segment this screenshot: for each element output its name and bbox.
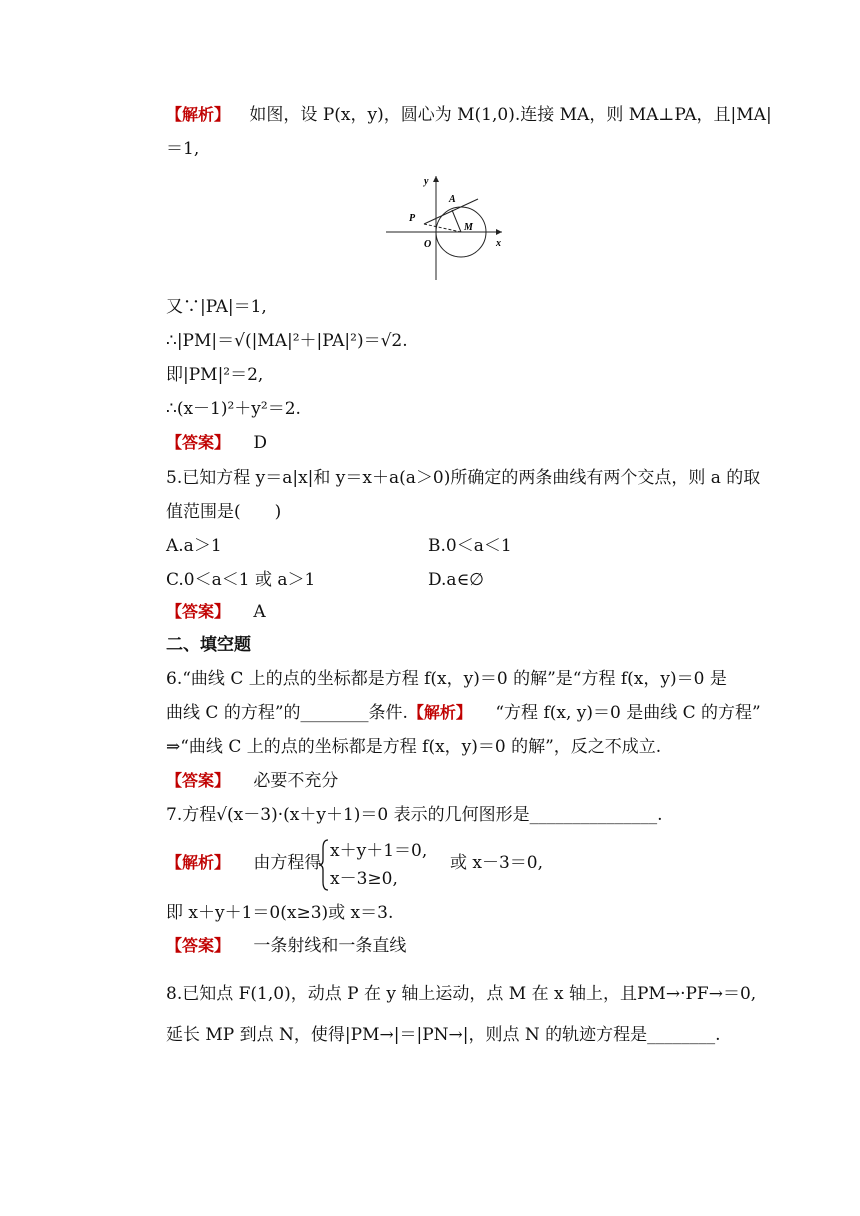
question-5-line-2: 值范围是( ) [166,502,282,522]
answer-6-line [166,770,338,792]
step-line-1: 又∵|PA|＝1, [166,297,267,317]
option-d: D.a∈∅ [428,570,484,590]
answer-tag: 【答案】 [166,936,231,955]
label-y: y [424,176,429,187]
y-axis-arrow [433,176,439,182]
question-6-line-2 [166,702,761,724]
x-axis-arrow [496,229,502,235]
analysis-tag: 【解析】 [166,853,231,872]
answer-7-line [166,935,406,957]
question-7: 7.方程√(x－3)·(x＋y＋1)＝0 表示的几何图形是_______________. [166,805,663,825]
answer-value: A [253,602,266,622]
answer-5-line [166,601,266,623]
question-6-line-1: 6.“曲线 C 上的点的坐标都是方程 f(x，y)＝0 的解”是“方程 f(x，y)＝0 是 [166,669,727,689]
analysis-text: 由方程得 [253,853,322,873]
question-6-line-3: ⇒“曲线 C 上的点的坐标都是方程 f(x，y)＝0 的解”，反之不成立. [166,737,662,757]
analysis-text-continued: ＝1, [166,139,200,159]
analysis-tag: 【解析】 [166,105,231,124]
question-5-line-1: 5.已知方程 y＝a|x|和 y＝x＋a(a＞0)所确定的两条曲线有两个交点，则 a 的取 [166,468,761,488]
system-eq-1: x＋y＋1＝0, [330,841,428,861]
label-a: A [449,194,456,205]
analysis-text: “方程 f(x, y)＝0 是曲线 C 的方程” [495,703,761,723]
step-line-3: 即|PM|²＝2, [166,365,264,385]
system-brace [318,838,330,892]
label-x: x [496,238,501,249]
answer-tag: 【答案】 [166,433,231,452]
answer-tag: 【答案】 [166,771,231,790]
analysis-tag: 【解析】 [407,703,472,722]
question-6-text: 曲线 C 的方程”的________条件. [166,703,408,723]
analysis-text: 如图，设 P(x，y)，圆心为 M(1,0).连接 MA，则 MA⊥PA，且|MA| [249,105,772,125]
system-eq-2: x－3≥0, [330,869,398,889]
label-o: O [424,239,432,250]
circle-tangent-figure [382,172,506,284]
question-8-line-2: 延长 MP 到点 N，使得|PM→|＝|PN→|，则点 N 的轨迹方程是________. [166,1025,721,1045]
answer-value: 必要不充分 [253,771,339,791]
answer-value: D [253,433,268,453]
option-a: A.a＞1 [166,536,222,556]
system-tail: 或 x－3＝0, [450,853,544,873]
step-line-4: ∴(x－1)²＋y²＝2. [166,399,301,419]
question-7-solution-line [166,852,321,874]
label-p: P [409,213,416,224]
step-line-2: ∴|PM|＝√(|MA|²＋|PA|²)＝√2. [166,331,408,351]
label-m: M [464,222,473,233]
answer-tag: 【答案】 [166,602,231,621]
option-b: B.0＜a＜1 [428,536,512,556]
question-8-line-1: 8.已知点 F(1,0)，动点 P 在 y 轴上运动，点 M 在 x 轴上，且PM→·PF→＝0, [166,984,757,1004]
section-heading: 二、填空题 [166,635,251,655]
solution-header-line [166,104,772,126]
segment-ma [452,210,461,232]
segment-pm [424,224,461,232]
answer-value: 一条射线和一条直线 [253,936,407,956]
answer-4-line [166,432,267,454]
question-7-line-2: 即 x＋y＋1＝0(x≥3)或 x＝3. [166,903,394,923]
option-c: C.0＜a＜1 或 a＞1 [166,570,316,590]
